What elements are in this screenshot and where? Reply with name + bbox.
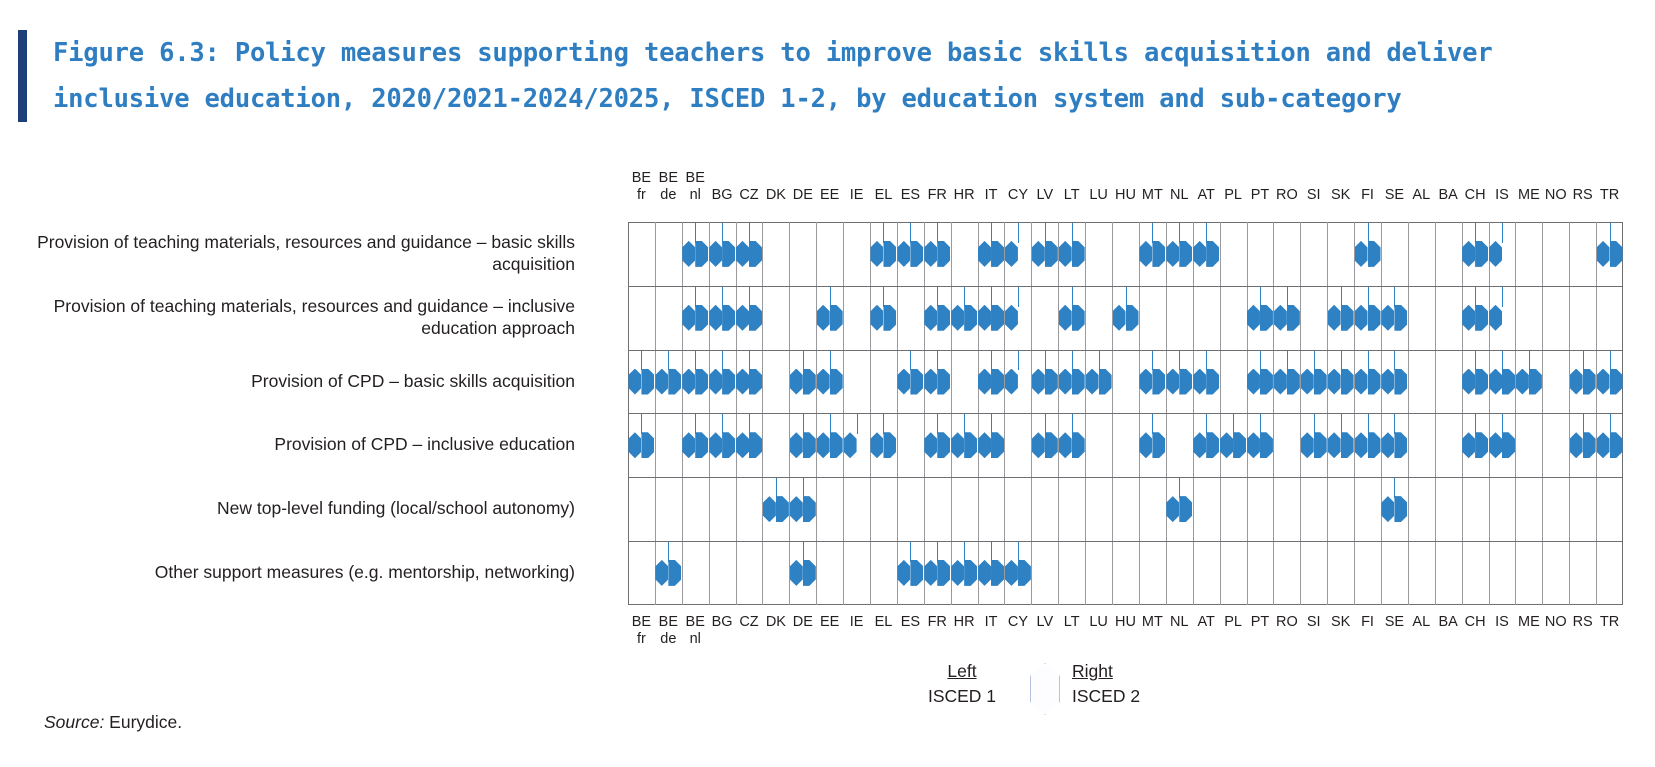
column-footer-es: ES bbox=[900, 613, 921, 630]
marker-stem bbox=[910, 351, 911, 371]
marker-stem bbox=[1368, 351, 1369, 371]
column-footer-hu: HU bbox=[1115, 613, 1136, 630]
marker-stem bbox=[1502, 223, 1503, 243]
column-footer-dk: DK bbox=[765, 613, 786, 630]
column-header-cz: CZ bbox=[739, 187, 759, 203]
marker-stem bbox=[1368, 223, 1369, 243]
row-label: Provision of CPD – inclusive education bbox=[274, 434, 575, 455]
source-text: Eurydice. bbox=[104, 712, 183, 732]
marker-stem bbox=[668, 351, 669, 371]
column-header-al: AL bbox=[1412, 187, 1431, 203]
marker-stem bbox=[1018, 351, 1019, 371]
marker-stem bbox=[803, 478, 804, 498]
row-label: Other support measures (e.g. mentorship, networking) bbox=[154, 561, 575, 582]
column-footer-nl: NL bbox=[1170, 613, 1189, 630]
column-footer-pl: PL bbox=[1224, 613, 1242, 630]
marker-stem bbox=[937, 542, 938, 562]
legend-left-sublabel: ISCED 1 bbox=[927, 686, 997, 706]
column-header-lv: LV bbox=[1036, 187, 1054, 203]
column-header-rs: RS bbox=[1572, 187, 1593, 203]
column-header-bg: BG bbox=[711, 187, 733, 203]
column-footer-pt: PT bbox=[1250, 613, 1270, 630]
figure-title-line-1: Figure 6.3: Policy measures supporting teachers to improve basic skills acquisition and deliver bbox=[53, 38, 1493, 68]
marker-stem bbox=[1287, 351, 1288, 371]
marker-stem bbox=[1314, 351, 1315, 371]
column-header-me: ME bbox=[1518, 187, 1540, 203]
marker-stem bbox=[1206, 223, 1207, 243]
column-footer-cy: CY bbox=[1007, 613, 1028, 630]
marker-stem bbox=[803, 351, 804, 371]
chart-legend bbox=[927, 655, 1230, 725]
figure-title-line-2: inclusive education, 2020/2021-2024/2025, ISCED 1-2, by education system and sub-category bbox=[53, 84, 1402, 114]
column-footer-fi: FI bbox=[1361, 613, 1374, 630]
column-footer-be-de: BE de bbox=[658, 613, 678, 647]
marker-stem bbox=[991, 414, 992, 434]
marker-stem bbox=[964, 542, 965, 562]
marker-stem bbox=[1610, 351, 1611, 371]
column-footer-fr: FR bbox=[927, 613, 947, 630]
marker-stem bbox=[1206, 414, 1207, 434]
column-footer-el: EL bbox=[874, 613, 893, 630]
marker-stem bbox=[910, 542, 911, 562]
marker-stem bbox=[1394, 287, 1395, 307]
marker-stem bbox=[857, 414, 858, 434]
marker-stem bbox=[991, 287, 992, 307]
column-header-hr: HR bbox=[953, 187, 975, 203]
marker-stem bbox=[1314, 414, 1315, 434]
column-footer-cz: CZ bbox=[739, 613, 759, 630]
legend-right-heading: Right bbox=[1072, 661, 1113, 681]
marker-stem bbox=[1179, 223, 1180, 243]
column-header-tr: TR bbox=[1599, 187, 1620, 203]
column-header-be-fr: BE fr bbox=[631, 170, 652, 203]
marker-stem bbox=[1152, 351, 1153, 371]
legend-left-block bbox=[902, 659, 1022, 709]
marker-stem bbox=[1045, 414, 1046, 434]
column-footer-tr: TR bbox=[1599, 613, 1620, 630]
marker-stem bbox=[1045, 223, 1046, 243]
marker-stem bbox=[1045, 351, 1046, 371]
marker-stem bbox=[641, 414, 642, 434]
marker-stem bbox=[695, 414, 696, 434]
column-header-be-de: BE de bbox=[658, 170, 678, 203]
marker-stem bbox=[964, 414, 965, 434]
marker-stem bbox=[1152, 414, 1153, 434]
source-label: Source: bbox=[44, 712, 105, 732]
marker-stem bbox=[749, 287, 750, 307]
marker-stem bbox=[1260, 414, 1261, 434]
marker-stem bbox=[1341, 414, 1342, 434]
column-footer-ro: RO bbox=[1275, 613, 1298, 630]
marker-stem bbox=[1502, 414, 1503, 434]
source-note bbox=[44, 712, 182, 733]
marker-stem bbox=[991, 542, 992, 562]
marker-stem bbox=[1233, 414, 1234, 434]
marker-stem bbox=[695, 351, 696, 371]
row-label: Provision of teaching materials, resources and guidance – inclusive education approach bbox=[53, 295, 575, 338]
marker-stem bbox=[883, 223, 884, 243]
column-footer-mt: MT bbox=[1141, 613, 1163, 630]
column-header-el: EL bbox=[874, 187, 893, 203]
column-header-lt: LT bbox=[1063, 187, 1080, 203]
column-header-is: IS bbox=[1495, 187, 1509, 203]
marker-stem bbox=[937, 351, 938, 371]
marker-stem bbox=[1583, 351, 1584, 371]
column-footer-rs: RS bbox=[1572, 613, 1593, 630]
marker-stem bbox=[1152, 223, 1153, 243]
marker-stem bbox=[830, 287, 831, 307]
column-footer-be-nl: BE nl bbox=[685, 613, 705, 647]
column-footer-ba: BA bbox=[1438, 613, 1458, 630]
marker-stem bbox=[964, 287, 965, 307]
marker-stem bbox=[1260, 351, 1261, 371]
marker-stem bbox=[722, 287, 723, 307]
column-footer-bg: BG bbox=[711, 613, 733, 630]
column-footer-ee: EE bbox=[820, 613, 840, 630]
marker-stem bbox=[1394, 351, 1395, 371]
marker-stem bbox=[937, 414, 938, 434]
marker-stem bbox=[1368, 414, 1369, 434]
marker-stem bbox=[1018, 223, 1019, 243]
marker-stem bbox=[722, 223, 723, 243]
column-footer-no: NO bbox=[1544, 613, 1567, 630]
column-header-nl: NL bbox=[1170, 187, 1189, 203]
column-header-hu: HU bbox=[1115, 187, 1136, 203]
column-footer-is: IS bbox=[1495, 613, 1509, 630]
legend-right-block bbox=[1072, 659, 1192, 709]
marker-stem bbox=[991, 351, 992, 371]
marker-stem bbox=[1341, 351, 1342, 371]
marker-stem bbox=[830, 351, 831, 371]
column-header-be-nl: BE nl bbox=[685, 170, 705, 203]
marker-stem bbox=[1394, 478, 1395, 498]
grid-row-line bbox=[628, 350, 1623, 351]
marker-stem bbox=[1179, 478, 1180, 498]
column-header-ro: RO bbox=[1275, 187, 1298, 203]
marker-stem bbox=[695, 287, 696, 307]
marker-stem bbox=[883, 414, 884, 434]
marker-stem bbox=[1610, 414, 1611, 434]
column-header-ee: EE bbox=[820, 187, 840, 203]
grid-row-line bbox=[628, 541, 1623, 542]
column-header-pl: PL bbox=[1224, 187, 1242, 203]
column-header-de: DE bbox=[792, 187, 813, 203]
column-header-at: AT bbox=[1197, 187, 1215, 203]
marker-stem bbox=[1260, 287, 1261, 307]
marker-stem bbox=[1475, 287, 1476, 307]
marker-stem bbox=[1475, 223, 1476, 243]
marker-stem bbox=[722, 351, 723, 371]
marker-stem bbox=[1583, 414, 1584, 434]
column-header-no: NO bbox=[1544, 187, 1567, 203]
column-header-dk: DK bbox=[765, 187, 786, 203]
column-footer-ch: CH bbox=[1464, 613, 1486, 630]
column-footer-me: ME bbox=[1518, 613, 1540, 630]
column-header-it: IT bbox=[984, 187, 998, 203]
marker-stem bbox=[1099, 351, 1100, 371]
column-footer-hr: HR bbox=[953, 613, 975, 630]
marker-stem bbox=[1072, 351, 1073, 371]
column-header-fi: FI bbox=[1361, 187, 1374, 203]
marker-stem bbox=[1341, 287, 1342, 307]
marker-stem bbox=[1018, 287, 1019, 307]
column-header-cy: CY bbox=[1007, 187, 1028, 203]
column-footer-de: DE bbox=[792, 613, 813, 630]
column-footer-ie: IE bbox=[849, 613, 864, 630]
marker-stem bbox=[1475, 414, 1476, 434]
marker-stem bbox=[1126, 287, 1127, 307]
column-header-mt: MT bbox=[1141, 187, 1163, 203]
marker-stem bbox=[749, 351, 750, 371]
marker-stem bbox=[1287, 287, 1288, 307]
grid-row-line bbox=[628, 413, 1623, 414]
column-footer-be-fr: BE fr bbox=[631, 613, 652, 647]
marker-stem bbox=[1072, 287, 1073, 307]
marker-stem bbox=[910, 223, 911, 243]
marker-stem bbox=[937, 287, 938, 307]
marker-stem bbox=[937, 223, 938, 243]
marker-stem bbox=[1072, 223, 1073, 243]
column-header-ch: CH bbox=[1464, 187, 1486, 203]
marker-stem bbox=[1502, 287, 1503, 307]
marker-stem bbox=[883, 287, 884, 307]
column-footer-al: AL bbox=[1412, 613, 1431, 630]
column-footer-lu: LU bbox=[1089, 613, 1108, 630]
marker-stem bbox=[1502, 351, 1503, 371]
row-label: Provision of CPD – basic skills acquisition bbox=[251, 370, 575, 391]
column-footer-se: SE bbox=[1384, 613, 1405, 630]
marker-stem bbox=[641, 351, 642, 371]
marker-stem bbox=[803, 414, 804, 434]
legend-left-heading: Left bbox=[947, 661, 977, 681]
column-header-pt: PT bbox=[1250, 187, 1270, 203]
marker-stem bbox=[749, 223, 750, 243]
column-footer-at: AT bbox=[1197, 613, 1215, 630]
column-header-si: SI bbox=[1306, 187, 1321, 203]
marker-stem bbox=[668, 542, 669, 562]
column-footer-sk: SK bbox=[1330, 613, 1351, 630]
column-header-ie: IE bbox=[849, 187, 864, 203]
column-footer-lv: LV bbox=[1036, 613, 1054, 630]
marker-stem bbox=[695, 223, 696, 243]
row-label: New top-level funding (local/school autonomy) bbox=[217, 498, 575, 519]
marker-stem bbox=[1529, 351, 1530, 371]
marker-stem bbox=[1206, 351, 1207, 371]
column-footer-lt: LT bbox=[1063, 613, 1080, 630]
marker-stem bbox=[749, 414, 750, 434]
marker-stem bbox=[991, 223, 992, 243]
column-footer-si: SI bbox=[1306, 613, 1321, 630]
marker-stem bbox=[1610, 223, 1611, 243]
legend-hexagon-icon bbox=[1030, 663, 1060, 715]
marker-stem bbox=[1179, 351, 1180, 371]
grid-row-line bbox=[628, 477, 1623, 478]
marker-stem bbox=[830, 414, 831, 434]
marker-stem bbox=[1072, 414, 1073, 434]
marker-stem bbox=[1018, 542, 1019, 562]
column-header-fr: FR bbox=[927, 187, 947, 203]
marker-stem bbox=[1475, 351, 1476, 371]
marker-stem bbox=[1394, 414, 1395, 434]
row-label: Provision of teaching materials, resources and guidance – basic skills acquisition bbox=[37, 231, 575, 274]
marker-stem bbox=[776, 478, 777, 498]
marker-stem bbox=[1368, 287, 1369, 307]
marker-stem bbox=[803, 542, 804, 562]
column-header-es: ES bbox=[900, 187, 921, 203]
column-footer-it: IT bbox=[984, 613, 998, 630]
marker-stem bbox=[722, 414, 723, 434]
column-header-sk: SK bbox=[1330, 187, 1351, 203]
column-header-se: SE bbox=[1384, 187, 1405, 203]
column-header-ba: BA bbox=[1438, 187, 1458, 203]
legend-right-sublabel: ISCED 2 bbox=[1072, 686, 1141, 706]
column-header-lu: LU bbox=[1089, 187, 1108, 203]
